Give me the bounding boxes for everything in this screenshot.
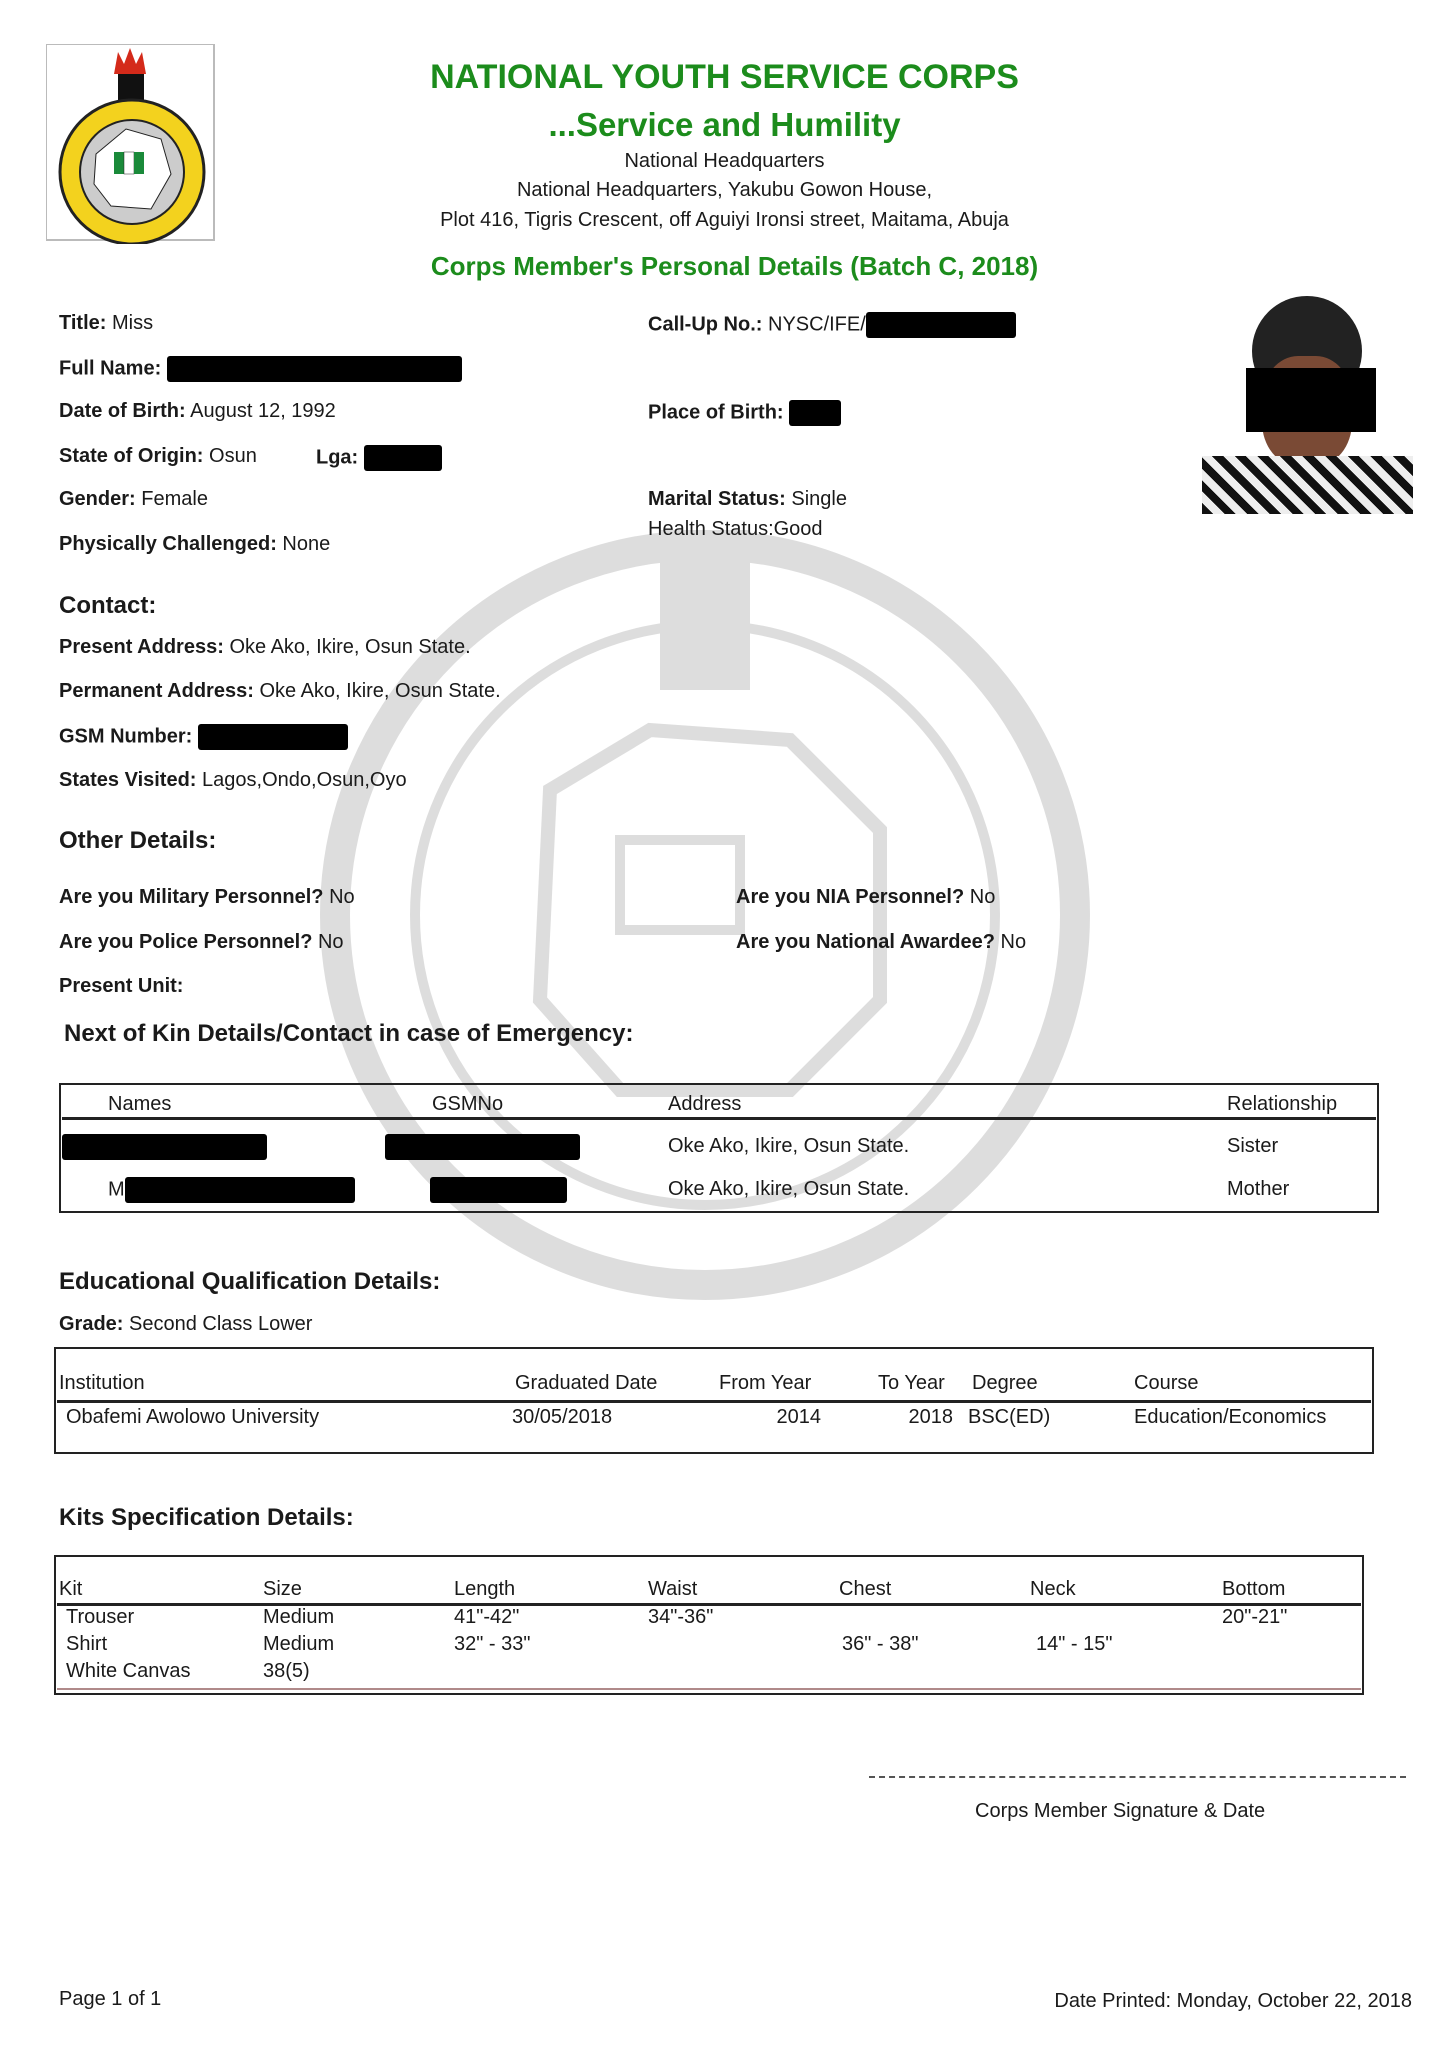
callup-field: Call-Up No.: NYSC/IFE/: [648, 312, 1016, 338]
military-field: Are you Military Personnel? No: [59, 886, 355, 908]
kit-cell: Shirt: [66, 1633, 108, 1655]
kit-cell: Trouser: [66, 1606, 135, 1628]
kit-cell: Medium: [263, 1606, 335, 1628]
gsm-field: GSM Number:: [59, 724, 348, 750]
kin-col-gsm: GSMNo: [432, 1093, 504, 1115]
date-printed: Date Printed: Monday, October 22, 2018: [1054, 1990, 1412, 2012]
kin-relationship: Sister: [1227, 1135, 1279, 1157]
contact-heading: Contact:: [59, 592, 157, 619]
education-heading: Educational Qualification Details:: [59, 1268, 441, 1295]
redaction: [430, 1177, 567, 1203]
hq-line: National Headquarters: [624, 150, 825, 172]
redaction: [198, 724, 348, 750]
edu-col-degree: Degree: [972, 1372, 1038, 1394]
edu-col-to: To Year: [878, 1372, 945, 1394]
kin-address: Oke Ako, Ikire, Osun State.: [668, 1135, 910, 1157]
edu-col-graduated: Graduated Date: [515, 1372, 658, 1394]
redaction: [125, 1177, 355, 1203]
redaction: [866, 312, 1016, 338]
lga-field: Lga:: [316, 445, 442, 471]
redaction: [364, 445, 442, 471]
health-field: Health Status:Good: [648, 518, 823, 540]
kin-row: [62, 1134, 267, 1160]
kit-col-header: Neck: [1030, 1578, 1076, 1600]
nia-field: Are you NIA Personnel? No: [736, 886, 996, 908]
kit-cell: 14" - 15": [1036, 1633, 1113, 1655]
kit-cell: White Canvas: [66, 1660, 191, 1682]
passport-photo: [1202, 296, 1413, 514]
kit-col-header: Chest: [839, 1578, 892, 1600]
kits-heading: Kits Specification Details:: [59, 1504, 354, 1531]
dob-field: Date of Birth: August 12, 1992: [59, 400, 336, 422]
grade-field: Grade: Second Class Lower: [59, 1313, 313, 1335]
kin-heading: Next of Kin Details/Contact in case of Emergency:: [64, 1020, 634, 1047]
edu-institution: Obafemi Awolowo University: [66, 1406, 320, 1428]
kit-cell: 34"-36": [648, 1606, 714, 1628]
kin-col-address: Address: [668, 1093, 742, 1115]
title-field: Title: Miss: [59, 312, 154, 334]
divider: [57, 1400, 1371, 1403]
state-field: State of Origin: Osun: [59, 445, 257, 467]
kin-relationship: Mother: [1227, 1178, 1290, 1200]
divider: [62, 1117, 1376, 1120]
edu-course: Education/Economics: [1134, 1406, 1327, 1428]
marital-field: Marital Status: Single: [648, 488, 847, 510]
edu-graduated: 30/05/2018: [512, 1406, 613, 1428]
redaction: [385, 1134, 580, 1160]
edu-col-from: From Year: [719, 1372, 812, 1394]
police-field: Are you Police Personnel? No: [59, 931, 344, 953]
redaction: [789, 400, 841, 426]
awardee-field: Are you National Awardee? No: [736, 931, 1027, 953]
other-details-heading: Other Details:: [59, 827, 217, 854]
edu-degree: BSC(ED): [968, 1406, 1051, 1428]
page-number: Page 1 of 1: [59, 1988, 162, 2010]
kin-col-relationship: Relationship: [1227, 1093, 1338, 1115]
edu-from: 2014: [776, 1406, 821, 1428]
address-line-2: Plot 416, Tigris Crescent, off Aguiyi Ironsi street, Maitama, Abuja: [440, 209, 1009, 231]
divider: [57, 1688, 1361, 1690]
permanent-address-field: Permanent Address: Oke Ako, Ikire, Osun State.: [59, 680, 501, 702]
present-unit-field: Present Unit:: [59, 975, 184, 997]
kit-col-header: Waist: [648, 1578, 698, 1600]
kin-col-names: Names: [108, 1093, 172, 1115]
kit-cell: 41"-42": [454, 1606, 520, 1628]
pob-field: Place of Birth:: [648, 400, 841, 426]
fullname-field: Full Name:: [59, 356, 462, 382]
edu-col-institution: Institution: [59, 1372, 145, 1394]
kit-cell: 32" - 33": [454, 1633, 531, 1655]
kit-cell: 36" - 38": [842, 1633, 919, 1655]
kin-row: M: [108, 1177, 355, 1203]
kit-col-header: Length: [454, 1578, 516, 1600]
challenged-field: Physically Challenged: None: [59, 533, 331, 555]
kit-col-header: Kit: [59, 1578, 83, 1600]
kit-cell: Medium: [263, 1633, 335, 1655]
present-address-field: Present Address: Oke Ako, Ikire, Osun State.: [59, 636, 471, 658]
redaction: [167, 356, 462, 382]
gender-field: Gender: Female: [59, 488, 208, 510]
edu-col-course: Course: [1134, 1372, 1199, 1394]
kit-col-header: Size: [263, 1578, 302, 1600]
document-title: Corps Member's Personal Details (Batch C, 2018): [430, 251, 1039, 281]
org-title: NATIONAL YOUTH SERVICE CORPS: [430, 58, 1019, 96]
signature-line: [869, 1776, 1406, 1778]
motto: ...Service and Humility: [548, 106, 901, 143]
kit-col-header: Bottom: [1222, 1578, 1286, 1600]
edu-to: 2018: [908, 1406, 953, 1428]
kin-address: Oke Ako, Ikire, Osun State.: [668, 1178, 910, 1200]
kit-cell: 38(5): [263, 1660, 310, 1682]
kit-cell: 20"-21": [1222, 1606, 1288, 1628]
states-visited-field: States Visited: Lagos,Ondo,Osun,Oyo: [59, 769, 407, 791]
address-line-1: National Headquarters, Yakubu Gowon House,: [516, 179, 933, 201]
signature-label: Corps Member Signature & Date: [975, 1800, 1266, 1822]
redaction: [62, 1134, 267, 1160]
